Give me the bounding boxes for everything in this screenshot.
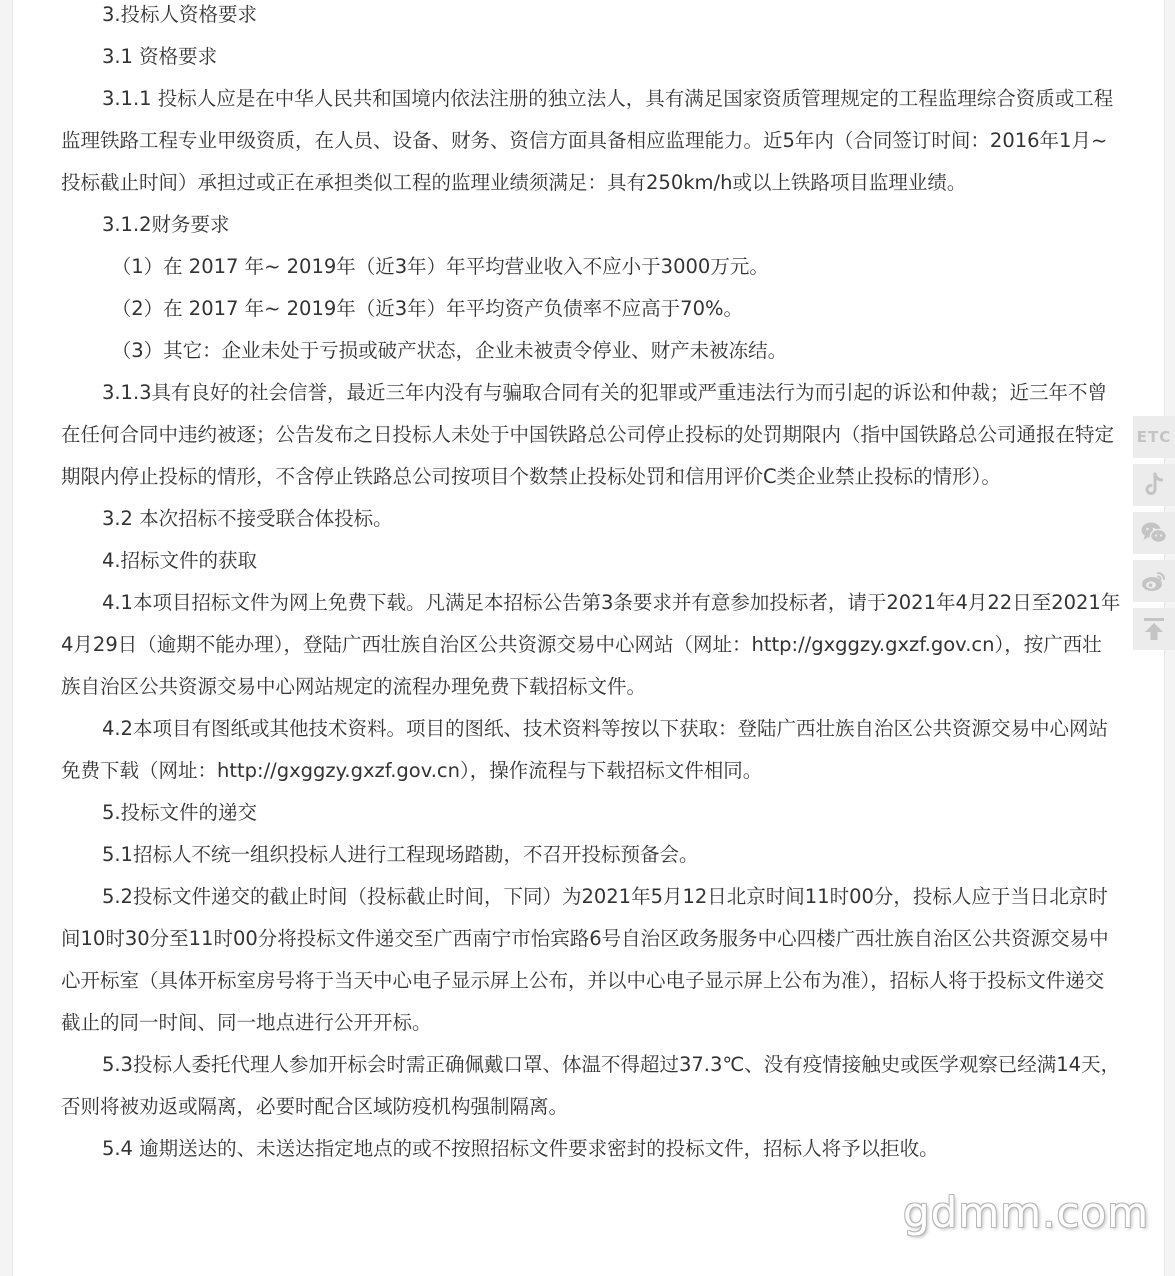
back-to-top-button[interactable] [1133,608,1175,650]
etc-label: ETC [1136,428,1172,446]
paragraph: （3）其它：企业未处于亏损或破产状态，企业未被责令停业、财产未被冻结。 [111,339,788,362]
paragraph: 5.2投标文件递交的截止时间（投标截止时间，下同）为2021年5月12日北京时间11时00分，投标人应于当日北京时间10时30分至11时00分将投标文件递交至广西南宁市怡宾路6号自治区政务服务中心四楼广西壮族自治区公共资源交易中心开标室（具体开标室房号将于当天中心电子显示屏上公布，并以中心电子显示屏上公布为准），招标人将于投标文件递交截止的同一时间、同一地点进行公开开标。 [61,885,1109,1034]
paragraph: （2）在 2017 年~ 2019年（近3年）年平均资产负债率不应高于70%。 [111,297,744,320]
back-to-top-icon [1142,616,1166,642]
paragraph: 3.2 本次招标不接受联合体投标。 [101,507,393,530]
gdmm-watermark: gdmm.com [903,1188,1150,1237]
side-toolbar [1133,416,1175,656]
wechat-icon [1140,521,1168,545]
weibo-button[interactable] [1133,560,1175,602]
wechat-button[interactable] [1133,512,1175,554]
paragraph: 3.1.1 投标人应是在中华人民共和国境内依法注册的独立法人，具有满足国家资质管理规定的工程监理综合资质或工程监理铁路工程专业甲级资质，在人员、设备、财务、资信方面具备相应监理能力。近5年内（合同签订时间：2016年1月~投标截止时间）承担过或正在承担类似工程的监理业绩须满足：具有250km/h或以上铁路项目监理业绩。 [61,87,1114,194]
article-content [61,0,1121,1170]
paragraph: 5.4 逾期送达的、未送达指定地点的或不按照招标文件要求密封的投标文件，招标人将予以拒收。 [101,1137,939,1160]
paragraph: 3.1 资格要求 [101,45,218,68]
tiktok-button[interactable] [1133,464,1175,506]
paragraph: 4.招标文件的获取 [101,549,258,572]
paragraph: 4.2本项目有图纸或其他技术资料。项目的图纸、技术资料等按以下获取：登陆广西壮族自治区公共资源交易中心网站免费下载（网址：http://gxggzy.gxzf.gov.cn），操作流程与下载招标文件相同。 [61,717,1108,782]
paragraph: 5.投标文件的递交 [101,801,258,824]
paragraph: 3.1.2财务要求 [101,213,230,236]
paragraph: 3.投标人资格要求 [101,3,258,26]
paragraph: 3.1.3具有良好的社会信誉，最近三年内没有与骗取合同有关的犯罪或严重违法行为而引起的诉讼和仲裁；近三年不曾在任何合同中违约被逐；公告发布之日投标人未处于中国铁路总公司停止投标的处罚期限内（指中国铁路总公司通报在特定期限内停止投标的情形，不含停止铁路总公司按项目个数禁止投标处罚和信用评价C类企业禁止投标的情形）。 [61,381,1115,488]
paragraph: 4.1本项目招标文件为网上免费下载。凡满足本招标公告第3条要求并有意参加投标者，请于2021年4月22日至2021年4月29日（逾期不能办理），登陆广西壮族自治区公共资源交易中心网站（网址：http://gxggzy.gxzf.gov.cn），按广西壮族自治区公共资源交易中心网站规定的流程办理免费下载招标文件。 [61,591,1121,698]
etc-button[interactable] [1133,416,1175,458]
paragraph: 5.1招标人不统一组织投标人进行工程现场踏勘，不召开投标预备会。 [101,843,699,866]
weibo-icon [1140,569,1168,593]
tiktok-icon [1142,472,1166,498]
paragraph: 5.3投标人委托代理人参加开标会时需正确佩戴口罩、体温不得超过37.3℃、没有疫情接触史或医学观察已经满14天，否则将被劝返或隔离，必要时配合区域防疫机构强制隔离。 [61,1053,1121,1118]
article-page [12,0,1165,1276]
paragraph: （1）在 2017 年~ 2019年（近3年）年平均营业收入不应小于3000万元。 [111,255,769,278]
